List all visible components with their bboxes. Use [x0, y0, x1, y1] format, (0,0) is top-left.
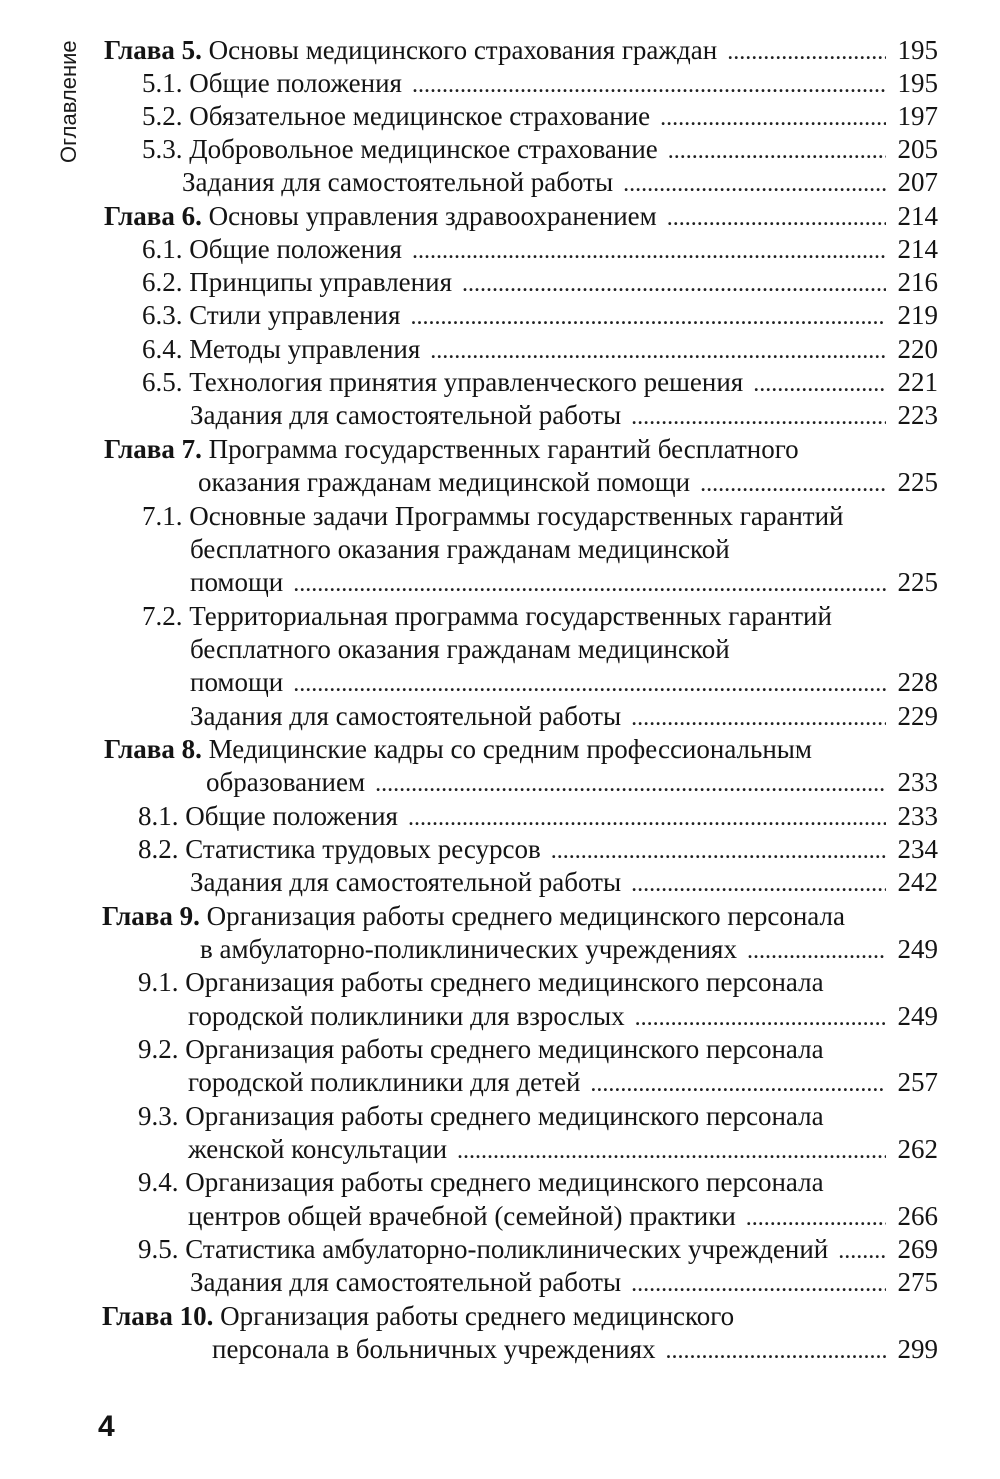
dot-leader: [747, 933, 886, 968]
toc-line: [188, 1200, 938, 1233]
page-ref: 242: [897, 867, 938, 897]
page-ref: 221: [897, 367, 938, 397]
dot-leader: [293, 666, 886, 701]
toc-entry-text: бесплатного оказания гражданам медицинской: [190, 634, 730, 664]
page-ref: 269: [897, 1234, 938, 1264]
toc-entry-text: 7.1. Основные задачи Программы государственных гарантий: [142, 501, 844, 531]
page-ref: 205: [897, 134, 938, 164]
page-ref: 233: [897, 801, 938, 831]
toc-line: [190, 399, 938, 432]
dot-leader: [412, 233, 886, 268]
toc-entry-text: Основы управления здравоохранением: [201, 201, 657, 231]
toc-line: [212, 1333, 938, 1366]
toc-entry-text: Организация работы среднего медицинского персонала: [199, 901, 845, 931]
dot-leader: [838, 1233, 886, 1268]
toc-line: [142, 366, 938, 399]
page-ref: 262: [897, 1134, 938, 1164]
page-ref: 257: [897, 1067, 938, 1097]
toc-line: [198, 466, 938, 499]
chapter-label: Глава 10.: [102, 1301, 214, 1331]
toc-entry-text: 9.5. Статистика амбулаторно-поликлинических учреждений: [138, 1234, 829, 1264]
toc-entry-text: женской консультации: [188, 1134, 448, 1164]
page-ref: 233: [897, 767, 938, 797]
dot-leader: [746, 1200, 886, 1235]
dot-leader: [666, 1333, 886, 1368]
dot-leader: [293, 566, 886, 601]
toc-entry-text: Медицинские кадры со средним профессиональным: [201, 734, 813, 764]
toc-entry-text: Основы медицинского страхования граждан: [201, 35, 718, 65]
toc-entry-text: 5.3. Добровольное медицинское страхование: [142, 134, 658, 164]
toc-line: [138, 800, 938, 833]
chapter-label: Глава 9.: [102, 901, 200, 931]
toc-line: [182, 166, 938, 199]
dot-leader: [410, 299, 886, 334]
toc-entry-text: Задания для самостоятельной работы: [190, 400, 622, 430]
toc-entry-text: Организация работы среднего медицинского: [213, 1301, 735, 1331]
dot-leader: [631, 399, 886, 434]
toc-line: [142, 299, 938, 332]
page-ref: 219: [897, 300, 938, 330]
chapter-label: Глава 8.: [104, 734, 202, 764]
toc-entry-text: городской поликлиники для взрослых: [188, 1001, 625, 1031]
dot-leader: [667, 200, 886, 235]
toc-line: [102, 1300, 938, 1333]
toc-line: [188, 1133, 938, 1166]
dot-leader: [700, 466, 886, 501]
toc-entry-text: Программа государственных гарантий бесплатного: [201, 434, 799, 464]
toc-line: [104, 733, 938, 766]
toc-entry-text: 7.2. Территориальная программа государственных гарантий: [142, 601, 832, 631]
toc-entry-text: помощи: [190, 567, 284, 597]
dot-leader: [727, 34, 886, 69]
toc-entry-text: 6.2. Принципы управления: [142, 267, 452, 297]
toc-line: [142, 600, 938, 633]
dot-leader: [631, 866, 886, 901]
toc-line: [190, 700, 938, 733]
toc-line: [188, 1066, 938, 1099]
page-ref: 275: [897, 1267, 938, 1297]
toc-line: [200, 933, 938, 966]
section-side-label: Оглавление: [56, 40, 81, 163]
toc-line: [138, 833, 938, 866]
page-ref: 229: [897, 701, 938, 731]
toc-entry-text: Задания для самостоятельной работы: [190, 1267, 622, 1297]
page-ref: 228: [897, 667, 938, 697]
toc-line: [190, 533, 938, 566]
page-ref: 249: [897, 1001, 938, 1031]
toc-entry-text: персонала в больничных учреждениях: [212, 1334, 656, 1364]
dot-leader: [590, 1066, 886, 1101]
toc-line: [104, 200, 938, 233]
toc-entry-text: 9.2. Организация работы среднего медицинского персонала: [138, 1034, 824, 1064]
toc-entry-text: 5.1. Общие положения: [142, 68, 402, 98]
toc-entry-text: помощи: [190, 667, 284, 697]
toc-line: [138, 1100, 938, 1133]
toc-line: [138, 1233, 938, 1266]
page-ref: 223: [897, 400, 938, 430]
dot-leader: [660, 100, 886, 135]
dot-leader: [623, 166, 886, 201]
page-ref: 225: [897, 567, 938, 597]
toc-entry-text: 8.1. Общие положения: [138, 801, 398, 831]
page-number: 4: [98, 1410, 115, 1443]
toc-line: [142, 133, 938, 166]
toc-line: [190, 666, 938, 699]
page-ref: 266: [897, 1201, 938, 1231]
dot-leader: [551, 833, 886, 868]
page-ref: 195: [897, 68, 938, 98]
toc-line: [142, 333, 938, 366]
dot-leader: [430, 333, 886, 368]
dot-leader: [635, 1000, 886, 1035]
toc-line: [104, 34, 938, 67]
toc-line: [206, 766, 938, 799]
dot-leader: [668, 133, 886, 168]
toc-entry-text: городской поликлиники для детей: [188, 1067, 581, 1097]
toc-entry-text: 6.1. Общие положения: [142, 234, 402, 264]
toc-entry-text: 6.3. Стили управления: [142, 300, 401, 330]
toc-line: [138, 1166, 938, 1199]
toc-line: [190, 566, 938, 599]
chapter-label: Глава 6.: [104, 201, 202, 231]
toc-line: [142, 266, 938, 299]
page-ref: 234: [897, 834, 938, 864]
toc-line: [102, 900, 938, 933]
page-ref: 197: [897, 101, 938, 131]
toc-entry-text: 9.4. Организация работы среднего медицинского персонала: [138, 1167, 824, 1197]
toc-line: [104, 433, 938, 466]
dot-leader: [753, 366, 886, 401]
page-ref: 225: [897, 467, 938, 497]
chapter-label: Глава 7.: [104, 434, 202, 464]
toc-entry-text: центров общей врачебной (семейной) практики: [188, 1201, 736, 1231]
page-ref: 299: [897, 1334, 938, 1364]
page-ref: 195: [897, 35, 938, 65]
page-ref: 249: [897, 934, 938, 964]
toc-entry-text: 9.3. Организация работы среднего медицинского персонала: [138, 1101, 824, 1131]
toc-entry-text: 5.2. Обязательное медицинское страхование: [142, 101, 651, 131]
toc-line: [190, 866, 938, 899]
toc-line: [142, 67, 938, 100]
dot-leader: [462, 266, 886, 301]
toc-entry-text: Задания для самостоятельной работы: [190, 701, 622, 731]
page-ref: 220: [897, 334, 938, 364]
toc-entry-text: Задания для самостоятельной работы: [190, 867, 622, 897]
dot-leader: [408, 800, 886, 835]
toc-entry-text: оказания гражданам медицинской помощи: [198, 467, 691, 497]
dot-leader: [375, 766, 886, 801]
toc-entry-text: 8.2. Статистика трудовых ресурсов: [138, 834, 541, 864]
toc-entry-text: в амбулаторно-поликлинических учреждениях: [200, 934, 737, 964]
toc-entry-text: 9.1. Организация работы среднего медицинского персонала: [138, 967, 824, 997]
toc-entry-text: 6.5. Технология принятия управленческого решения: [142, 367, 744, 397]
page-ref: 216: [897, 267, 938, 297]
dot-leader: [457, 1133, 886, 1168]
toc-line: [190, 1266, 938, 1299]
chapter-label: Глава 5.: [104, 35, 202, 65]
toc-line: [190, 633, 938, 666]
toc-entry-text: бесплатного оказания гражданам медицинской: [190, 534, 730, 564]
toc-entry-text: 6.4. Методы управления: [142, 334, 421, 364]
page-ref: 214: [897, 201, 938, 231]
toc-entry-text: Задания для самостоятельной работы: [182, 167, 614, 197]
toc-line: [142, 233, 938, 266]
toc-line: [138, 1033, 938, 1066]
dot-leader: [631, 1266, 886, 1301]
page-ref: 207: [897, 167, 938, 197]
toc-entry-text: образованием: [206, 767, 366, 797]
dot-leader: [631, 700, 886, 735]
toc-line: [142, 100, 938, 133]
dot-leader: [412, 67, 886, 102]
page-ref: 214: [897, 234, 938, 264]
toc-line: [142, 500, 938, 533]
toc-line: [188, 1000, 938, 1033]
toc-line: [138, 966, 938, 999]
